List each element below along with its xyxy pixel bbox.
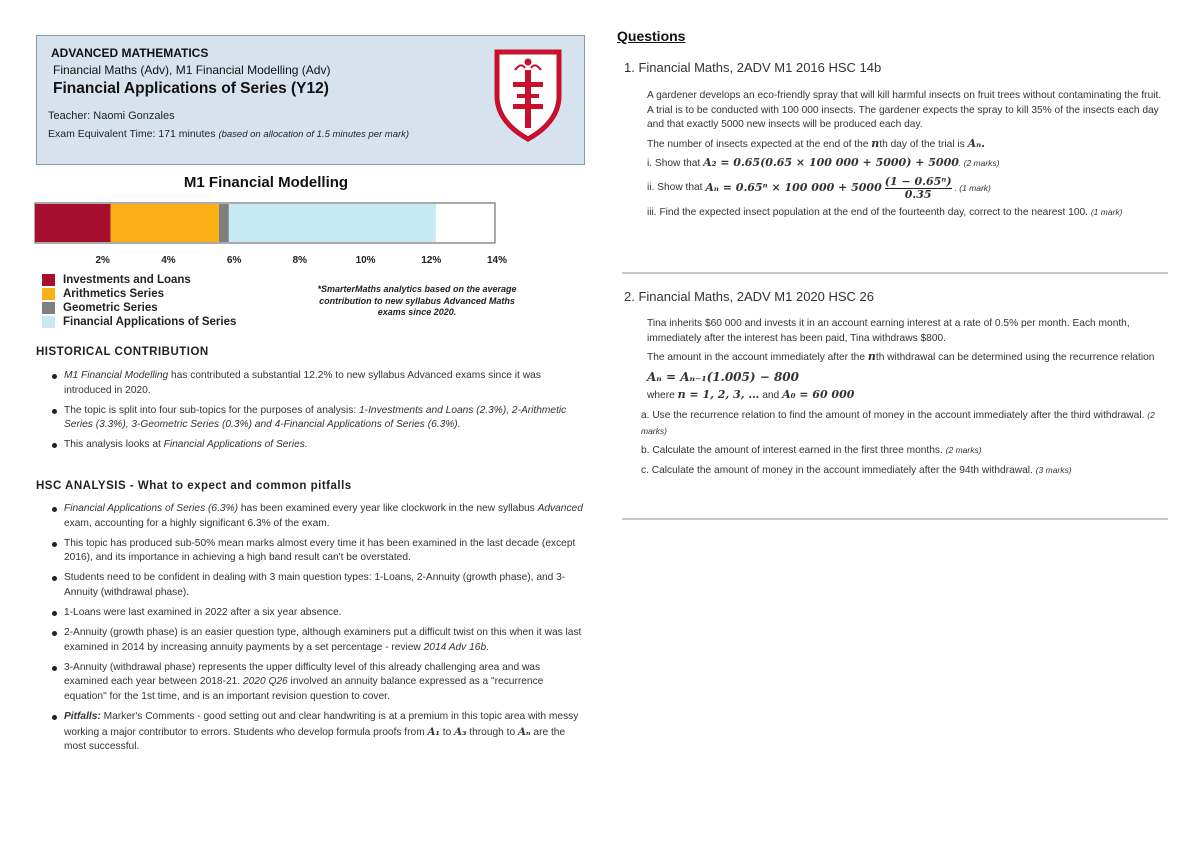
- text: exam, accounting for a highly significant 6.3% of the exam.: [64, 517, 330, 529]
- question-2-intro: Tina inherits $60 000 and invests it in an account earning interest at a rate of 0.5% per month. Each month, immediately after the interest has been paid, Tina withdraws $800.: [647, 318, 1130, 344]
- italic-text: 2014 Adv 16b: [423, 641, 487, 653]
- text: th day of the trial is: [879, 138, 968, 150]
- list-item: [52, 710, 584, 755]
- header-panel: [36, 35, 585, 165]
- recurrence-conditions: [647, 388, 1167, 404]
- list-item: [52, 571, 584, 600]
- marks-label: (2 marks): [641, 409, 1155, 436]
- text: b. Calculate the amount of interest earned in the first three months.: [641, 445, 946, 457]
- math-term: A₁: [427, 725, 440, 738]
- question-2-part-a: [641, 408, 1167, 439]
- text: The topic is split into four sub-topics for the purposes of analysis:: [64, 404, 360, 416]
- divider: [622, 272, 1168, 274]
- list-item: [52, 438, 584, 453]
- question-2-part-b: [641, 443, 1167, 459]
- list-item: [52, 537, 584, 566]
- legend-label: Investments and Loans: [63, 274, 191, 286]
- question-2-part-c: [641, 463, 1167, 479]
- math-term: A₃: [454, 725, 467, 738]
- question-1-part-i: [647, 156, 1167, 172]
- math-term: n: [867, 350, 876, 364]
- list-item: [52, 606, 584, 621]
- bar-segment: [111, 204, 219, 242]
- italic-text: Financial Applications of Series (6.3%): [64, 503, 239, 514]
- fraction-numerator: (1 − 0.65ⁿ): [884, 174, 952, 188]
- text: The amount in the account immediately after the: [647, 352, 868, 364]
- math-term: Aₙ: [518, 725, 531, 738]
- question-1-title: 1. Financial Maths, 2ADV M1 2016 HSC 14b: [624, 60, 882, 75]
- chart-legend: [42, 273, 236, 329]
- exam-time-line: [48, 128, 409, 140]
- math-fraction: [885, 176, 952, 201]
- text: This topic has produced sub-50% mean marks almost every time it has been examined in the last decade (except 2016), and its importance in achieving a high band result can't be overstated.: [64, 537, 576, 564]
- math-term: Aₙ.: [967, 136, 986, 150]
- exam-time-value: 171 minutes: [158, 128, 216, 140]
- text: 1-Loans were last examined in 2022 after a six year absence.: [64, 607, 342, 619]
- marks-label: . (1 mark): [954, 183, 991, 194]
- italic-text: M1 Financial Modelling: [64, 370, 169, 381]
- historical-list: [52, 369, 584, 458]
- legend-label: Financial Applications of Series: [63, 316, 237, 328]
- x-tick-label: 6%: [226, 255, 242, 266]
- marks-label: . (2 marks): [958, 158, 1000, 169]
- legend-item: [42, 315, 236, 329]
- x-tick-label: 2%: [95, 255, 110, 266]
- question-1-body: [647, 89, 1167, 225]
- text: a. Use the recurrence relation to find the amount of money in the account immediately after the third withdrawal.: [641, 409, 1148, 421]
- hsc-analysis-heading: [36, 480, 352, 492]
- teacher-name: Naomi Gonzales: [93, 110, 175, 122]
- school-crest-logo: [493, 48, 563, 142]
- heading-text: HSC ANALYSIS: [36, 480, 127, 492]
- question-1-part-iii: [647, 205, 1167, 221]
- pitfalls-label: Pitfalls:: [64, 711, 101, 723]
- legend-swatch: [42, 274, 55, 286]
- text: This analysis looks at: [64, 439, 164, 451]
- list-item: [52, 369, 584, 398]
- divider: [622, 518, 1168, 520]
- question-1-intro: A gardener develops an eco-friendly spray that will kill harmful insects on fruit trees without contaminating the fruit. A trial is to be conducted with 100 000 insects. The gardener expects the spray to kill 35% of the insects each day and that exactly 5000 new insects will be produced each day.: [647, 90, 1162, 131]
- legend-item: [42, 301, 236, 315]
- historical-heading: HISTORICAL CONTRIBUTION: [36, 346, 209, 358]
- math-formula: A₂ = 0.65(0.65 × 100 000 + 5000) + 5000: [703, 156, 959, 170]
- list-item: [52, 502, 584, 531]
- list-item: [52, 404, 584, 433]
- teacher-line: [48, 110, 175, 122]
- italic-text: 2020 Q26: [242, 676, 288, 688]
- text: The number of insects expected at the end of the: [647, 138, 872, 150]
- marks-label: (3 marks): [1035, 464, 1072, 475]
- part-label: ii. Show that: [647, 182, 703, 194]
- bar-segment: [229, 204, 436, 242]
- text: Students need to be confident in dealing with 3 main question types: 1-Loans, 2-Annuity (growth phase), and 3-Annuity (withdrawal phase).: [64, 572, 566, 598]
- legend-label: Arithmetics Series: [63, 288, 164, 300]
- x-tick-label: 4%: [161, 255, 176, 266]
- stacked-bar-chart: [30, 195, 508, 270]
- math-term: A₀ = 60 000: [782, 388, 855, 402]
- x-tick-label: 14%: [486, 255, 508, 266]
- question-2-title: 2. Financial Maths, 2ADV M1 2020 HSC 26: [624, 289, 875, 304]
- topic-label: Financial Maths (Adv), M1 Financial Modelling (Adv): [53, 63, 331, 77]
- page-title: Financial Applications of Series (Y12): [53, 80, 329, 97]
- text: are the most successful.: [64, 726, 566, 753]
- text: to: [439, 726, 455, 738]
- teacher-label: Teacher:: [48, 110, 91, 122]
- text: has contributed a substantial 12.2% to new syllabus Advanced exams since it was introduced in 2020.: [64, 370, 541, 396]
- recurrence-relation: [647, 370, 1167, 385]
- legend-swatch: [42, 302, 55, 314]
- question-2-statement: [647, 350, 1167, 366]
- x-tick-label: 8%: [292, 255, 308, 266]
- math-formula: Aₙ = Aₙ₋₁(1.005) − 800: [647, 369, 800, 384]
- italic-text: Financial Applications of Series.: [163, 439, 308, 451]
- marks-label: (2 marks): [945, 445, 982, 456]
- x-tick-label: 10%: [355, 255, 376, 266]
- italic-text: 1-Investments and Loans (2.3%), 2-Arithmetic Series (3.3%), 3-Geometric Series (0.3%) and 4-Financial Applications of Series (6.3%).: [64, 404, 567, 431]
- text: and: [759, 390, 783, 402]
- fraction-denominator: 0.35: [904, 187, 932, 201]
- text: has been examined every year like clockwork in the new syllabus: [238, 503, 538, 514]
- text: 2-Annuity (growth phase) is an easier question type, although examiners put a difficult twist on this when it was last examined in 2014 by increasing annuity payments by a set percentage - review: [64, 627, 582, 653]
- questions-heading: Questions: [617, 28, 686, 44]
- text: 3-Annuity (withdrawal phase) represents the upper difficulty level of this already challenging area and was examined each year between 2018-21.: [64, 661, 541, 688]
- question-1-statement: [647, 137, 1167, 153]
- subject-label: ADVANCED MATHEMATICS: [51, 46, 209, 60]
- legend-item: [42, 273, 236, 287]
- part-label: i. Show that: [647, 158, 704, 170]
- bar-segment: [35, 204, 111, 242]
- legend-swatch: [42, 288, 55, 300]
- text: iii. Find the expected insect population at the end of the fourteenth day, correct to the nearest 100.: [647, 206, 1091, 218]
- text: th withdrawal can be determined using the recurrence relation: [875, 352, 1155, 364]
- list-item: [52, 661, 584, 705]
- math-term: n: [871, 136, 880, 150]
- legend-swatch: [42, 316, 55, 328]
- text: .: [486, 641, 489, 653]
- math-term: n = 1, 2, 3, …: [677, 388, 760, 402]
- exam-time-label: Exam Equivalent Time:: [48, 128, 156, 140]
- list-item: [52, 626, 584, 655]
- text: involved an annuity balance expressed as a "recurrence equation" for the 1st time, and is an important revision question to cover.: [64, 676, 544, 703]
- text: Marker's Comments - good setting out and clear handwriting is at a premium in this topic area with messy working a major contributor to errors. Students who develop formula proofs from: [64, 711, 579, 738]
- exam-time-note: (based on allocation of 1.5 minutes per mark): [218, 129, 410, 140]
- x-tick-label: 12%: [421, 255, 442, 266]
- legend-item: [42, 287, 236, 301]
- math-formula: Aₙ = 0.65ⁿ × 100 000 + 5000: [705, 181, 882, 195]
- text: c. Calculate the amount of money in the account immediately after the 94th withdrawal.: [641, 464, 1036, 476]
- text: where: [647, 390, 678, 402]
- chart-title: M1 Financial Modelling: [183, 174, 349, 191]
- question-2-body: [641, 317, 1167, 482]
- analysis-list: [52, 502, 584, 760]
- italic-text: Advanced: [537, 503, 583, 514]
- question-1-part-ii: [647, 176, 1167, 201]
- legend-label: Geometric Series: [63, 302, 158, 314]
- text: through to: [466, 726, 518, 738]
- chart-source-note: *SmarterMaths analytics based on the average contribution to new syllabus Advanced Maths exams since 2020.: [317, 284, 517, 317]
- heading-subtext: - What to expect and common pitfalls: [126, 480, 352, 492]
- bar-segment: [219, 204, 229, 242]
- marks-label: (1 mark): [1090, 206, 1123, 217]
